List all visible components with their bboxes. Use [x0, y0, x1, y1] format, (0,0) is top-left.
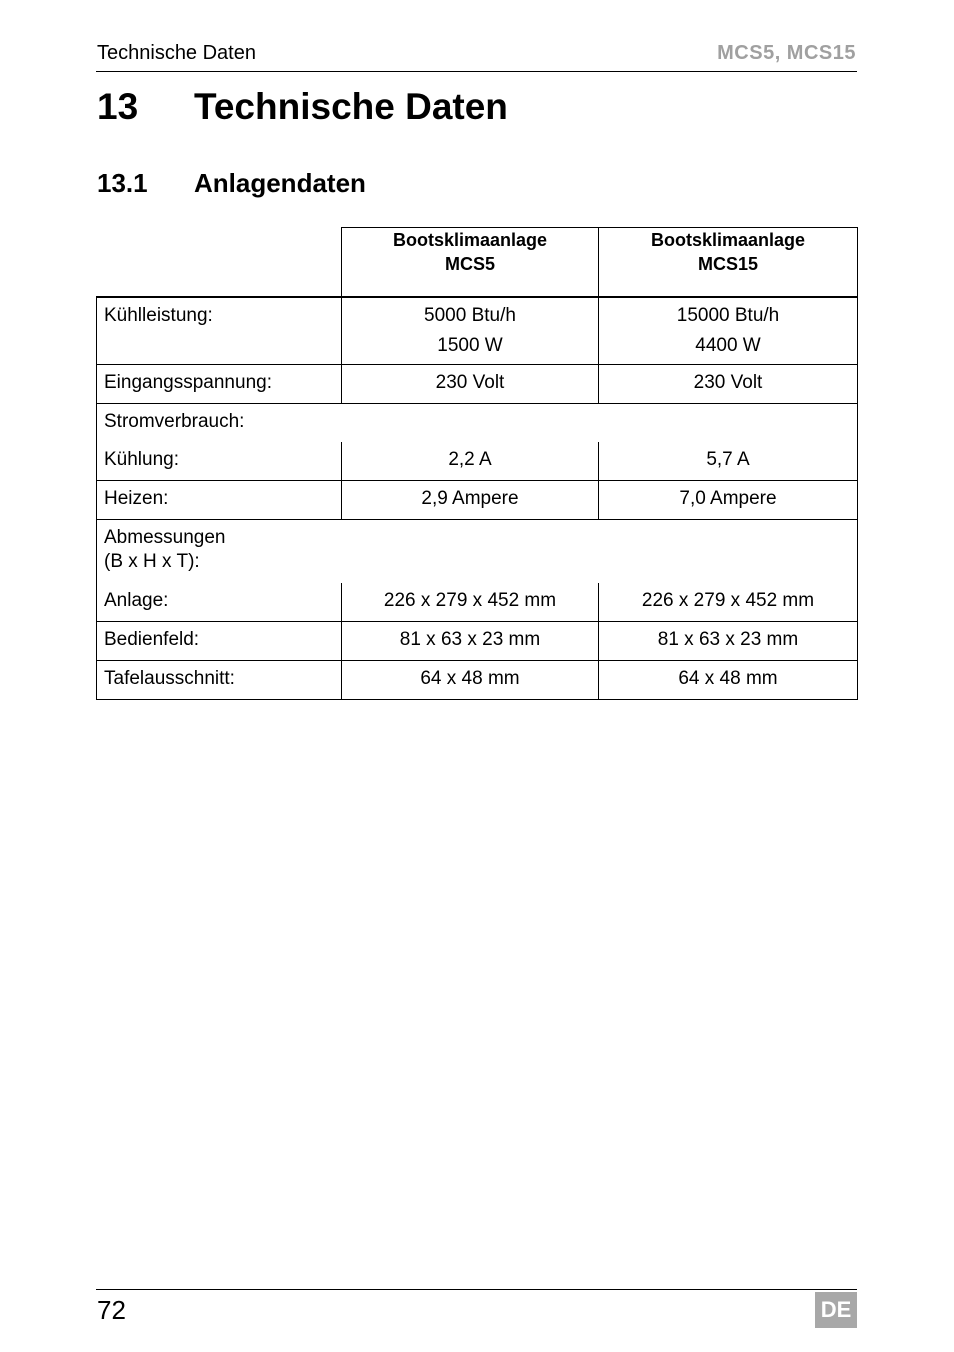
table-row: [97, 442, 858, 481]
group-label: Stromverbrauch:: [97, 404, 858, 443]
table-header-row: [97, 228, 858, 298]
row-label: Kühlung:: [97, 442, 342, 481]
section-title: Anlagendaten: [194, 168, 366, 198]
chapter-title: Technische Daten: [194, 86, 508, 127]
cell-mcs5: 5000 Btu/h 1500 W: [342, 297, 599, 365]
cell-mcs5: 230 Volt: [342, 365, 599, 404]
header-blank-cell: [97, 228, 342, 298]
language-badge: DE: [815, 1292, 857, 1328]
table-row: [97, 481, 858, 520]
table-row: [97, 583, 858, 622]
cell-mcs5: 2,2 A: [342, 442, 599, 481]
spec-table: [96, 227, 858, 700]
section-heading: [97, 168, 366, 199]
table-row: [97, 365, 858, 404]
cell-mcs5: 226 x 279 x 452 mm: [342, 583, 599, 622]
running-header-title: Technische Daten: [97, 42, 256, 64]
table-row: [97, 622, 858, 661]
header-divider: [96, 71, 857, 72]
table-row: [97, 297, 858, 365]
header-mcs15-line2: MCS15: [697, 254, 759, 274]
row-label: Anlage:: [97, 583, 342, 622]
cell-mcs15: 226 x 279 x 452 mm: [599, 583, 858, 622]
header-mcs5-line1: Bootsklimaanlage: [392, 230, 548, 250]
header-mcs5-line2: MCS5: [444, 254, 495, 274]
cell-mcs15: 81 x 63 x 23 mm: [599, 622, 858, 661]
page-number: 72: [97, 1295, 126, 1325]
cell-mcs5: 64 x 48 mm: [342, 661, 599, 700]
chapter-number: 13: [97, 86, 139, 127]
footer-divider: [96, 1289, 857, 1290]
header-mcs5: [342, 228, 599, 298]
table-row: [97, 661, 858, 700]
cell-mcs15: 5,7 A: [599, 442, 858, 481]
row-label: Eingangsspannung:: [97, 365, 342, 404]
cell-mcs15: 7,0 Ampere: [599, 481, 858, 520]
section-number: 13.1: [97, 168, 148, 198]
chapter-heading: [97, 86, 508, 128]
group-label: Abmessungen (B x H x T):: [97, 520, 858, 584]
header-mcs15: [599, 228, 858, 298]
cell-mcs5: 2,9 Ampere: [342, 481, 599, 520]
row-label: Tafelausschnitt:: [97, 661, 342, 700]
table-group-row: [97, 520, 858, 584]
header-mcs15-line1: Bootsklimaanlage: [650, 230, 806, 250]
cell-mcs5: 81 x 63 x 23 mm: [342, 622, 599, 661]
row-label: Kühlleistung:: [97, 297, 342, 365]
running-header-models: MCS5, MCS15: [717, 42, 856, 64]
cell-mcs15: 15000 Btu/h 4400 W: [599, 297, 858, 365]
cell-mcs15: 230 Volt: [599, 365, 858, 404]
row-label: Heizen:: [97, 481, 342, 520]
table-group-row: [97, 404, 858, 443]
row-label: Bedienfeld:: [97, 622, 342, 661]
cell-mcs15: 64 x 48 mm: [599, 661, 858, 700]
